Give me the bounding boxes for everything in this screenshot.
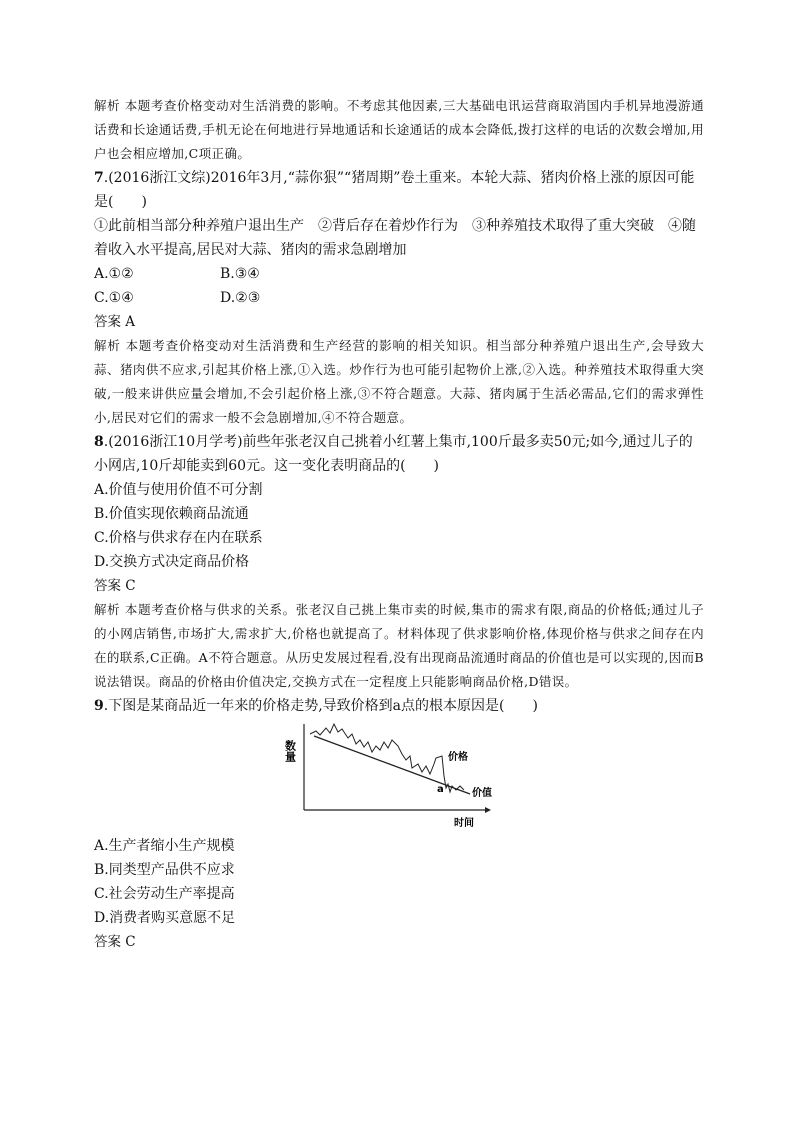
question-number: 8 <box>94 434 104 450</box>
value-line <box>314 736 470 794</box>
point-a-label: a <box>437 784 444 795</box>
explanation-8 <box>94 598 704 694</box>
price-label: 价格 <box>448 752 468 763</box>
option-c: C.①④ <box>94 290 134 306</box>
answer-label: 答案 <box>94 934 121 950</box>
answer-label: 答案 <box>94 314 121 330</box>
option-b: B.价值实现依赖商品流通 <box>94 506 249 522</box>
explanation-7 <box>94 334 704 430</box>
explanation-6 <box>94 94 704 166</box>
answer-label: 答案 <box>94 578 121 594</box>
question-stem: .下图是某商品近一年来的价格走势,导致价格到a点的根本原因是( ) <box>103 698 538 714</box>
option-a: A.生产者缩小生产规模 <box>94 838 235 854</box>
question-7-statements: ①此前相当部分种养殖户退出生产 ②背后存在着炒作行为 ③种养殖技术取得了重大突破 ④随着收入水平提高,居民对大蒜、猪肉的需求急剧增加 <box>94 218 696 258</box>
price-line <box>310 724 464 792</box>
answer-value: C <box>125 578 136 594</box>
x-axis-arrow <box>485 807 491 813</box>
answer-value: A <box>125 314 136 330</box>
question-number: 7 <box>94 170 104 186</box>
explanation-label: 解析 <box>94 602 121 617</box>
answer-7 <box>94 310 704 334</box>
option-c: C.价格与供求存在内在联系 <box>94 530 263 546</box>
x-axis-label: 时间 <box>454 818 474 829</box>
option-d: D.②③ <box>220 290 261 306</box>
worksheet-page <box>94 94 704 954</box>
option-a: A.①② <box>94 266 134 282</box>
value-label: 价值 <box>472 788 492 799</box>
option-a: A.价值与使用价值不可分割 <box>94 482 263 498</box>
answer-8 <box>94 574 704 598</box>
question-stem: .(2016浙江文综)2016年3月,“蒜你狠”“猪周期”卷土重来。本轮大蒜、猪肉价格上涨的原因可能是( ) <box>94 170 695 210</box>
explanation-label: 解析 <box>94 98 121 113</box>
question-8 <box>94 430 704 478</box>
explanation-text: 本题考查价格变动对生活消费和生产经营的影响的相关知识。相当部分种养殖户退出生产,会导致大蒜、猪肉供不应求,引起其价格上涨,①入选。炒作行为也可能引起物价上涨,②入选。种养殖技术取得重大突破,一般来讲供应量会增加,不会引起价格上涨,③不符合题意。大蒜、猪肉属于生活必需品,它们的需求弹性小,居民对它们的需求一般不会急剧增加,④不符合题意。 <box>94 338 704 425</box>
explanation-text: 本题考查价格与供求的关系。张老汉自己挑上集市卖的时候,集市的需求有限,商品的价格低;通过儿子的小网店销售,市场扩大,需求扩大,价格也就提高了。材料体现了供求影响价格,体现价格与供求之间存在内在的联系,C正确。A不符合题意。从历史发展过程看,没有出现商品流通时商品的价值也是可以实现的,因而B说法错误。商品的价格由价值决定,交换方式在一定程度上只能影响商品价格,D错误。 <box>94 602 704 689</box>
price-trend-diagram <box>283 720 510 830</box>
option-b: B.③④ <box>220 266 260 282</box>
question-7 <box>94 166 704 214</box>
explanation-label: 解析 <box>94 338 121 353</box>
answer-9 <box>94 930 704 954</box>
price-value-figure <box>283 720 510 830</box>
question-stem: .(2016浙江10月学考)前些年张老汉自己挑着小红薯上集市,100斤最多卖50元;如今,通过儿子的小网店,10斤却能卖到60元。这一变化表明商品的( ) <box>94 434 693 474</box>
option-b: B.同类型产品供不应求 <box>94 862 235 878</box>
y-axis-label: 数量 <box>283 740 297 762</box>
explanation-text: 本题考查价格变动对生活消费的影响。不考虑其他因素,三大基础电讯运营商取消国内手机异地漫游通话费和长途通话费,手机无论在何地进行异地通话和长途通话的成本会降低,拨打这样的电话的次数会增加,用户也会相应增加,C项正确。 <box>94 98 704 161</box>
question-number: 9 <box>94 698 104 714</box>
option-c: C.社会劳动生产率提高 <box>94 886 235 902</box>
option-d: D.交换方式决定商品价格 <box>94 554 250 570</box>
options-row <box>94 262 704 286</box>
question-9 <box>94 694 704 718</box>
answer-value: C <box>125 934 136 950</box>
option-d: D.消费者购买意愿不足 <box>94 910 236 926</box>
options-row <box>94 286 704 310</box>
